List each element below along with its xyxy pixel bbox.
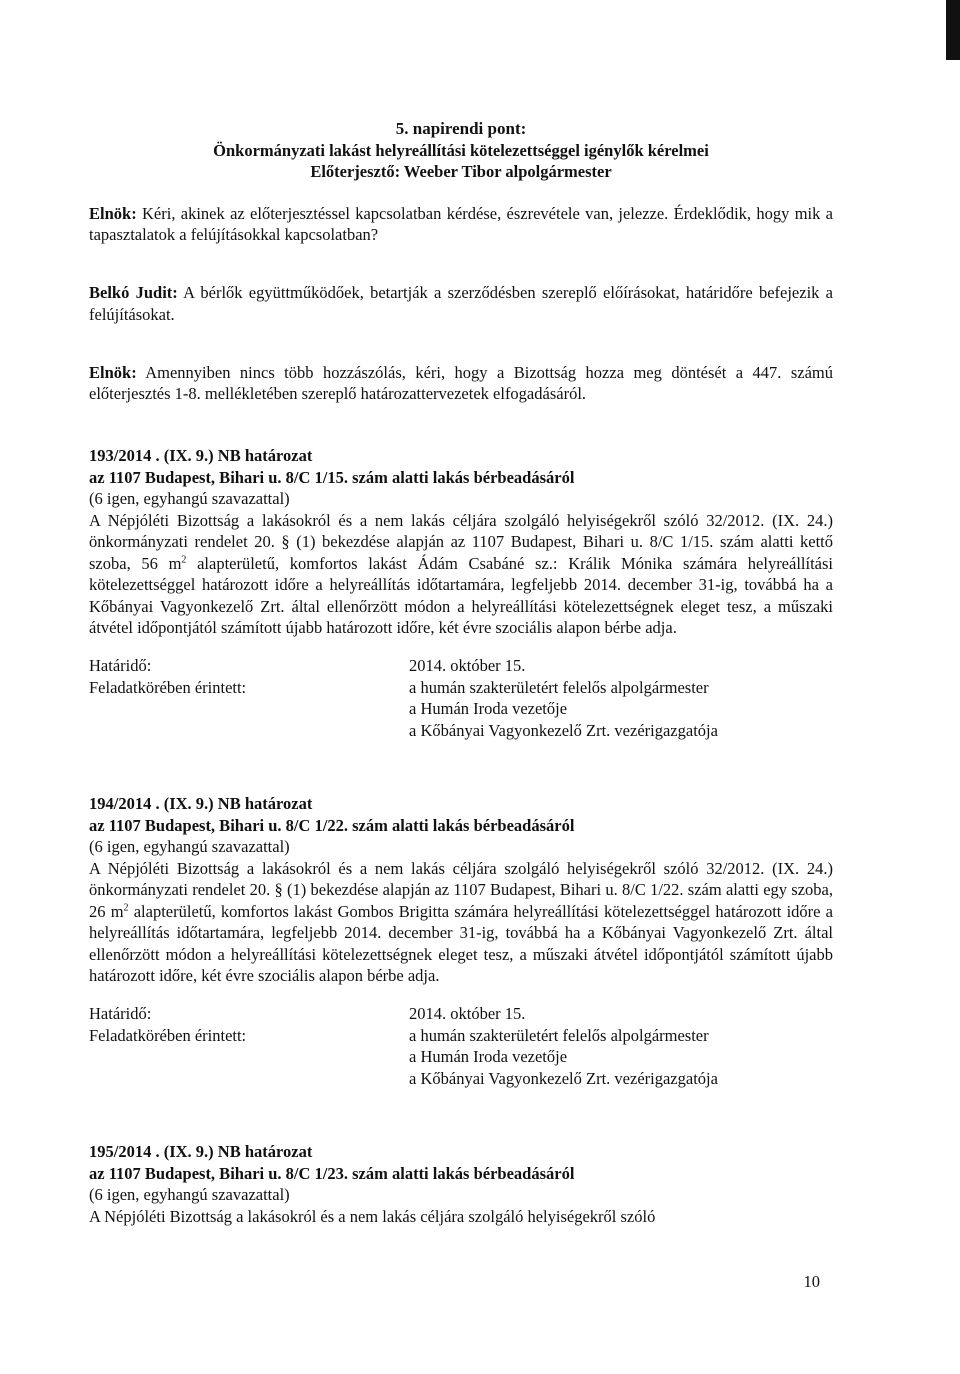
agenda-number: 5. napirendi pont: [395,119,527,138]
responsible-item: a Kőbányai Vagyonkezelő Zrt. vezérigazgatója [409,1068,718,1088]
scan-edge-mark [946,0,960,60]
superscript: 2 [181,554,187,565]
resolution-body [89,510,833,639]
deadline-value: 2014. október 15. [409,656,526,675]
resolution-vote: (6 igen, egyhangú szavazattal) [89,837,290,856]
responsible-item: a Kőbányai Vagyonkezelő Zrt. vezérigazgatója [409,720,718,740]
deadline-row [89,1003,833,1025]
speaker-name: Belkó Judit: [89,283,178,302]
resolution-vote: (6 igen, egyhangú szavazattal) [89,489,290,508]
page-number: 10 [803,1272,820,1291]
deadline-row [89,655,833,677]
superscript: 2 [123,902,129,913]
discussion-paragraph [89,282,833,325]
discussion-paragraph [89,362,833,405]
discussion-paragraph [89,203,833,246]
resolution-subject: az 1107 Budapest, Bihari u. 8/C 1/23. szám alatti lakás bérbeadásáról [89,1163,575,1183]
speech-text: Amennyiben nincs több hozzászólás, kéri, hogy a Bizottság hozza meg döntését a 447. számú előterjesztés 1-8. mellékletében szereplő határozattervezetek elfogadásáról. [89,362,833,403]
deadline-label: Határidő: [89,656,152,675]
resolution-body-text: A Népjóléti Bizottság a lakásokról és a nem lakás céljára szolgáló helyiségekről szóló 32/2012. (IX. 24.) önkormányzati rendelet 20. § (1) bekezdése alapján az 1107 Budapest, Bihari u. 8/C 1/15. szám alatti kettő szoba, 56 m [89,510,833,573]
speech-text: Kéri, akinek az előterjesztéssel kapcsolatban kérdése, észrevétele van, jelezze. Érdeklődik, hogy mik a tapasztalatok a felújításokkal kapcsolatban? [89,203,834,244]
responsible-label: Feladatkörében érintett: [89,1025,247,1045]
resolution-id: 194/2014 . (IX. 9.) NB határozat [89,794,313,813]
resolution-body [89,1206,833,1228]
resolution-subject: az 1107 Budapest, Bihari u. 8/C 1/22. szám alatti lakás bérbeadásáról [89,815,575,835]
responsible-label: Feladatkörében érintett: [89,677,247,697]
resolution-body-text: A Népjóléti Bizottság a lakásokról és a nem lakás céljára szolgáló helyiségekről szóló 32/2012. (IX. 24.) önkormányzati rendelet 20. § (1) bekezdése alapján az 1107 Budapest, Bihari u. 8/C 1/22. szám alatti egy szoba, 26 m [89,858,833,921]
resolution-body-text: alapterületű, komfortos lakást Gombos Brigitta számára helyreállítási kötelezettséggel határozott időre a helyreállítás időtartamára, legfeljebb 2014. december 31-ig, továbbá ha a Kőbányai Vagyonkezelő Zrt. által ellenőrzött módon a helyreállítási kötelezettségnek eleget tesz, a műszaki átvétel időpontjától számított újabb határozott időre, két évre szociális alapon bérbe adja. [89,901,833,985]
resolution-id: 193/2014 . (IX. 9.) NB határozat [89,446,313,465]
resolution-vote: (6 igen, egyhangú szavazattal) [89,1185,290,1204]
responsible-row [89,677,833,742]
deadline-label: Határidő: [89,1004,152,1023]
responsible-item: a humán szakterületért felelős alpolgármester [409,677,709,697]
deadline-value: 2014. október 15. [409,1004,526,1023]
responsible-item: a Humán Iroda vezetője [409,1047,568,1066]
resolution-body-text: A Népjóléti Bizottság a lakásokról és a nem lakás céljára szolgáló helyiségekről szóló [89,1206,656,1226]
responsible-item: a Humán Iroda vezetője [409,699,568,718]
resolution-subject: az 1107 Budapest, Bihari u. 8/C 1/15. szám alatti lakás bérbeadásáról [89,467,575,487]
document-page [89,118,833,1244]
speaker-name: Elnök: [89,362,137,382]
resolution-id: 195/2014 . (IX. 9.) NB határozat [89,1142,313,1161]
responsible-row [89,1025,833,1090]
speech-text: A bérlők együttműködőek, betartják a szerződésben szereplő előírásokat, határidőre befejezik a felújításokat. [89,283,833,324]
speaker-name: Elnök: [89,203,137,223]
resolution-body-text: alapterületű, komfortos lakást Ádám Csabáné sz.: Králik Mónika számára helyreállítási kötelezettséggel határozott időre a helyreállítás időtartamára, legfeljebb 2014. december 31-ig, továbbá ha a Kőbányai Vagyonkezelő Zrt. által ellenőrzött módon a helyreállítási kötelezettségnek eleget tesz, a műszaki átvétel időpontjától számított újabb határozott időre, két évre szociális alapon bérbe adja. [89,553,833,637]
responsible-item: a humán szakterületért felelős alpolgármester [409,1025,709,1045]
resolution-body [89,858,833,987]
agenda-presenter: Előterjesztő: Weeber Tibor alpolgármester [310,162,612,181]
agenda-title: Önkormányzati lakást helyreállítási kötelezettséggel igénylők kérelmei [213,140,709,160]
